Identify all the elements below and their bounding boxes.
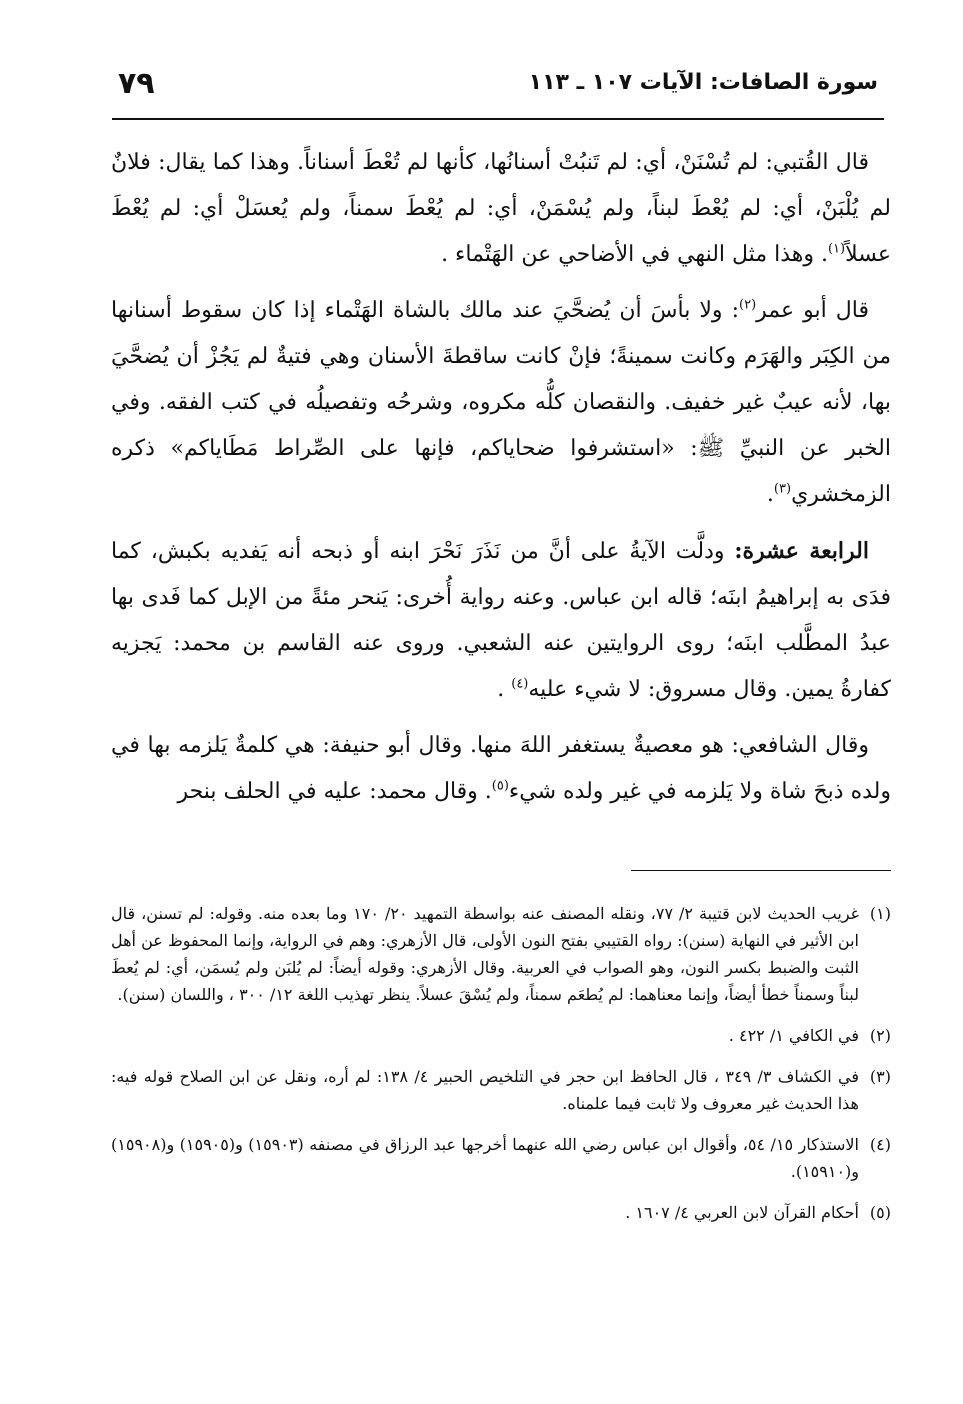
footnote-1 [111,900,891,1008]
footnote-ref: (١) [827,241,846,257]
paragraph-1 [111,140,891,278]
footnote-text: في الكافي ١/ ٤٢٢ . [728,1026,859,1045]
paragraph-3 [111,528,891,713]
footnote-number: (٢) [869,1026,891,1045]
footnote-ref: (٥) [491,778,509,794]
paragraph-text: . [497,677,512,702]
footnote-4 [111,1131,891,1185]
footnote-text: في الكشاف ٣/ ٣٤٩ ، قال الحافظ ابن حجر في التلخيص الحبير ٤/ ١٣٨: لم أره، ونقل عن ابن الصلاح قوله فيه: هذا الحديث غير معروف ولا ثابت فيما علمناه. [111,1067,860,1113]
footnote-5 [111,1199,891,1226]
footnote-text: الاستذكار ١٥/ ٥٤، وأقوال ابن عباس رضي الله عنهما أخرجها عبد الرزاق في مصنفه (١٥٩٠٣) و(١٥٩٠٥) و(١٥٩٠٨) و(١٥٩١٠). [111,1135,860,1181]
paragraph-text: وقال الشافعي: هو معصيةٌ يستغفر اللهَ منها. وقال أبو حنيفة: هي كلمةٌ يَلزمه بها في ولده ذبحَ شاة ولا يَلزمه في غير ولده شيء [111,733,891,804]
footnote-text: غريب الحديث لابن قتيبة ٢/ ٧٧، ونقله المصنف عنه بواسطة التمهيد ٢٠/ ١٧٠ وما بعده منه. وقوله: لم تسنن، قال ابن الأثير في النهاية (سنن): رواه القتيبي بفتح النون الأولى، قال الأزهري: وهم في الرواية، وإنما المحفوظ عن أهل الثبت والضبط بكسر النون، وهو الصواب في العربية. وقال الأزهري: وقوله أيضاً: لم يُلبَن ولم يُسمَن، أي: لم يُعطَ لبناً وسمناً خطأ أيضاً، وإنما معناهما: لم يُطعَم سمناً، ولم يُسْقَ عسلاً. ينظر تهذيب اللغة ١٢/ ٣٠٠ ، واللسان (سنن). [111,904,860,1004]
main-text [111,140,891,825]
running-header [118,66,878,110]
footnote-separator [631,870,891,871]
paragraph-text: . وقال محمد: عليه في الحلف بنحر [177,779,492,804]
paragraph-text: قال أبو عمر [756,298,870,323]
paragraph-text: قال القُتبي: لم تُسْنَنْ، أي: لم تَنبُتْ أسنانُها، كأنها لم تُعْطَ أسناناً. وهذا كما يقال: فلانٌ لم يُلْبَنْ، أي: لم يُعْطَ لبناً، ولم يُسْمَنْ، أي: لم يُعْطَ سمناً، ولم يُعسَلْ أي: لم يُعْطَ عسلاً [111,150,891,267]
footnote-text: أحكام القرآن لابن العربي ٤/ ١٦٠٧ . [625,1203,859,1222]
paragraph-text: . [766,482,774,507]
footnotes [111,900,891,1240]
page-number: ٧٩ [118,66,155,101]
footnote-number: (٥) [869,1203,891,1222]
footnote-number: (٤) [869,1135,891,1154]
footnote-2 [111,1022,891,1049]
header-rule [112,118,884,120]
paragraph-4 [111,723,891,815]
paragraph-2 [111,288,891,518]
footnote-number: (٣) [869,1067,891,1086]
running-title: سورة الصافات: الآيات ١٠٧ ـ ١١٣ [528,70,878,95]
section-lead: الرابعة عشرة: [734,538,869,564]
footnote-ref: (٤) [511,676,529,692]
footnote-number: (١) [869,904,891,923]
footnote-3 [111,1063,891,1117]
footnote-ref: (٢) [739,297,757,313]
paragraph-text: ودلَّت الآيةُ على أنَّ من نَذَرَ نَحْرَ ابنه أو ذبحه أنه يَفديه بكبش، كما فدَى به إبراهيمُ ابنَه؛ قاله ابن عباس. وعنه رواية أُخرى: يَنحر مئةً من الإبل كما فَدى بها عبدُ المطَّلب ابنَه؛ روى الروايتين عنه الشعبي. وروى عنه القاسم بن محمد: يَجزيه كفارةُ يمين. وقال مسروق: لا شيء عليه [111,539,891,702]
paragraph-text: : ولا بأسَ أن يُضحَّيَ عند مالك بالشاة الهَتْماء إذا كان سقوط أسنانها من الكِبَر والهَرَم وكانت سمينةً؛ فإنْ كانت ساقطةَ الأسنان وهي فتيةٌ لم يَجُزْ أن يُضحَّيَ بها، لأنه عيبٌ غير خفيف. والنقصان كلُّه مكروه، وشرحُه وتفصيلُه في كتب الفقه. وفي الخبر عن النبيِّ ﷺ: «استشرفوا ضحاياكم، فإنها على الصِّراط مَطَاياكم» ذكره الزمخشري [111,298,891,507]
paragraph-text: . وهذا مثل النهي في الأضاحي عن الهَتْماء . [441,242,828,267]
footnote-ref: (٣) [773,481,792,497]
